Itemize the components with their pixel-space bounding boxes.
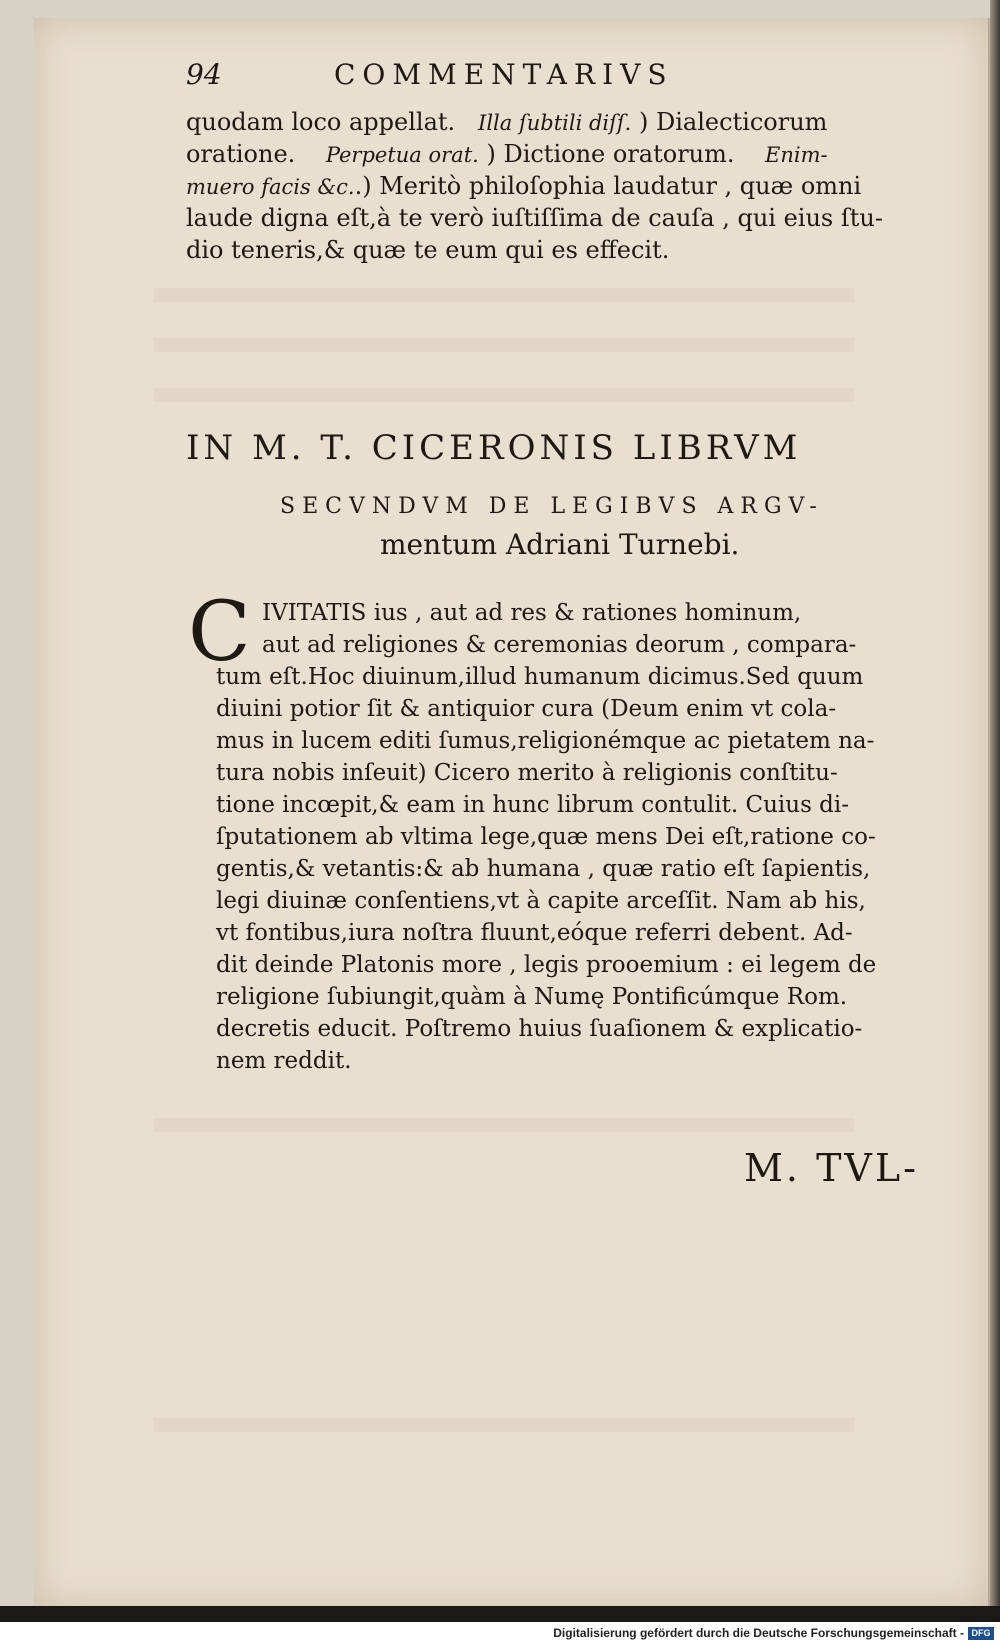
commentary-text: ) Dialecticorum [639,108,828,136]
argument-line: ſputationem ab vltima lege,quæ mens Dei eſt,ratione co- [216,824,876,850]
dfg-logo: DFG [968,1627,994,1640]
argument-line: decretis educit. Poſtremo huius ſuaſionem & explicatio- [216,1016,863,1042]
section-subtitle-2: mentum Adriani Turnebi. [380,528,740,561]
lemma: Perpetua orat. [325,143,479,167]
commentary-text: oratione. [186,140,296,168]
show-through [154,338,854,352]
argument-line: IVITATIS ius , aut ad res & rationes hominum, [262,600,802,626]
show-through [154,1118,854,1132]
argument-line: tura nobis inſeuit) Cicero merito à religionis conſtitu- [216,760,838,786]
running-title: COMMENTARIVS [334,58,674,91]
section-title: IN M. T. CICERONIS LIBRVM [186,428,802,468]
argument-line: nem reddit. [216,1048,352,1074]
argument-line: vt fontibus,iura noſtra fluunt,eóque referri debent. Ad- [216,920,853,946]
commentary-text: .) Meritò philoſophia laudatur , quæ omni [354,172,862,200]
commentary-text: ) Dictione oratorum. [486,140,735,168]
running-header [186,58,926,102]
commentary-line: laude digna eſt,à te verò iuſtiſſima de cauſa , qui eius ſtu- [186,204,883,232]
argument-line: tione incœpit,& eam in hunc librum contulit. Cuius di- [216,792,850,818]
page-edge [990,0,1000,1620]
commentary-line: dio teneris,& quæ te eum qui es effecit. [186,236,670,264]
catchword: M. TVL- [744,1146,919,1190]
argument-line: aut ad religiones & ceremonias deorum , compara- [262,632,857,658]
argument-line: gentis,& vetantis:& ab humana , quæ ratio eſt ſapientis, [216,856,871,882]
argument-line: diuini potior ſit & antiquior cura (Deum enim vt cola- [216,696,837,722]
argument-line: religione ſubiungit,quàm à Numę Pontificúmque Rom. [216,984,848,1010]
lemma: muero facis &c. [186,175,355,199]
show-through [154,288,854,302]
argument-line: mus in lucem editi ſumus,religionémque ac pietatem na- [216,728,875,754]
argument-line: dit deinde Platonis more , legis prooemium : ei legem de [216,952,877,978]
commentary-line [186,106,926,138]
page-number: 94 [186,58,222,91]
argument-line: legi diuinæ conſentiens,vt à capite arceſſit. Nam ab his, [216,888,866,914]
drop-capital: C [188,585,251,680]
lemma: Illa ſubtili diſſ. [478,111,632,135]
commentary-line [186,170,926,202]
section-subtitle: SECVNDVM DE LEGIBVS ARGV- [280,494,824,519]
commentary-text: quodam loco appellat. [186,108,456,136]
scan-bottom-border [0,1606,1000,1622]
lemma: Enim- [765,143,828,167]
digitization-credit: Digitalisierung gefördert durch die Deutsche Forschungsgemeinschaft - [553,1626,964,1640]
show-through [154,1418,854,1432]
show-through [154,388,854,402]
commentary-line [186,138,926,170]
argument-line: tum eſt.Hoc diuinum,illud humanum dicimus.Sed quum [216,664,864,690]
